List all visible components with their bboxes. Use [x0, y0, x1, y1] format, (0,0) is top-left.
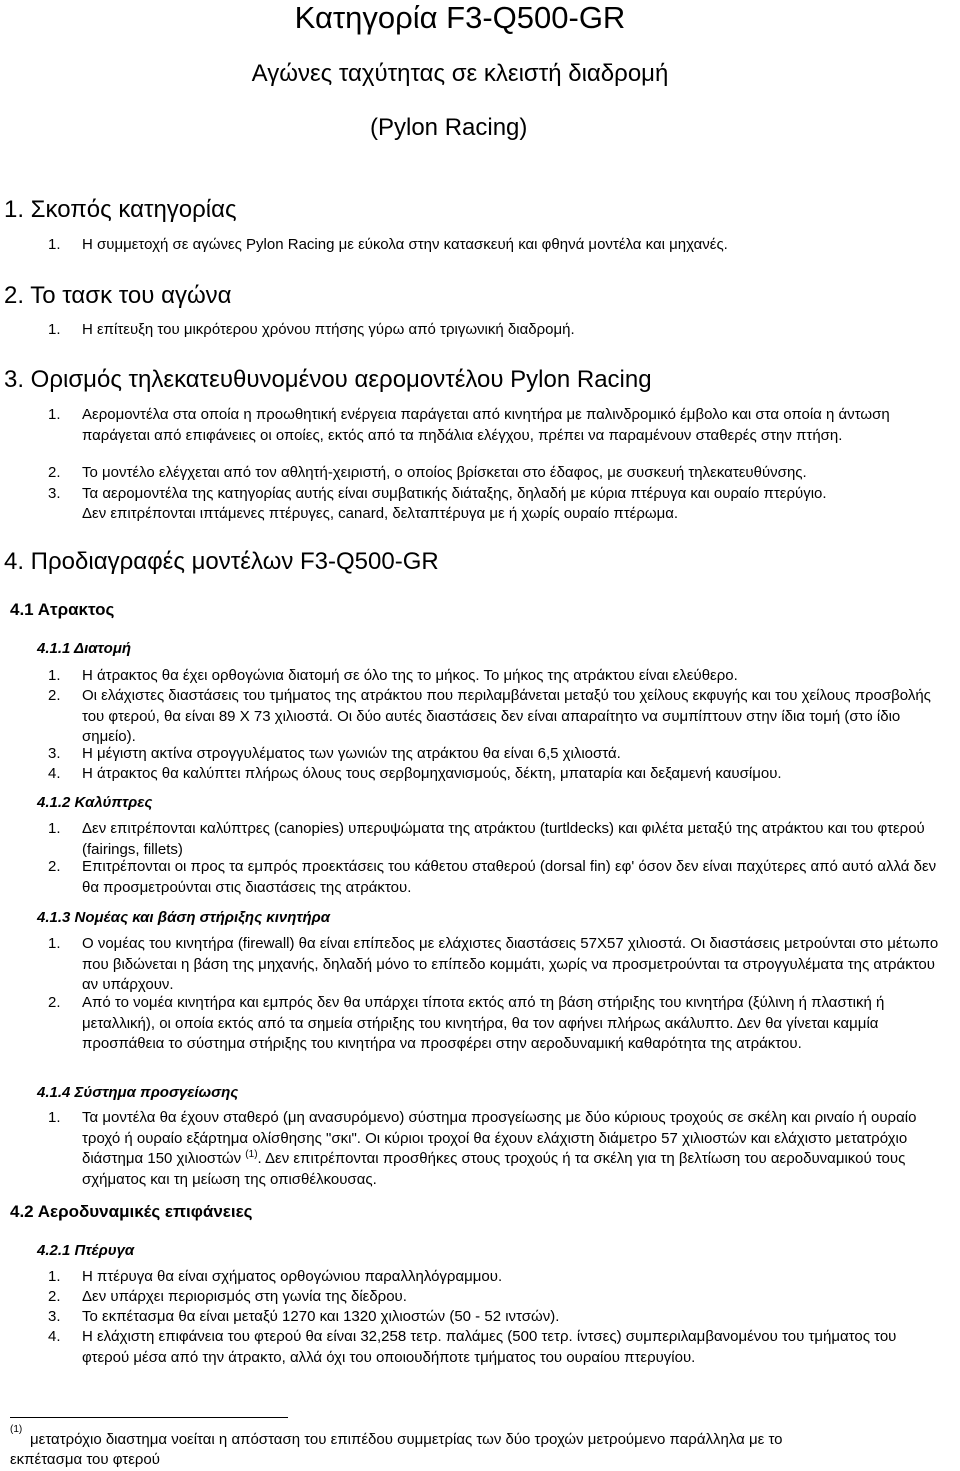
subsection-number: 4.2.1	[37, 1242, 71, 1259]
list-text: Η άτρακτος θα έχει ορθογώνια διατομή σε όλο της το μήκος. Το μήκος της ατράκτου είναι ελεύθερο.	[82, 667, 738, 684]
list-text: Οι ελάχιστες διαστάσεις του τμήματος της ατράκτου που περιλαμβάνεται μεταξύ του χείλους εκφυγής και του χείλους προσβολής του φτερού, θα είναι 89 X 73 χιλιοστά. Οι δύο αυτές διαστάσεις δεν είναι απαραίτητο να συμπίπτουν στην ίδια τομή (στο ίδιο σημείο).	[82, 687, 931, 745]
list-number: 4.	[48, 765, 61, 782]
section-4-1-1-item-4	[48, 764, 940, 785]
list-number: 2.	[48, 994, 61, 1011]
list-text: Δεν επιτρέπονται καλύπτρες (canopies) υπερυψώματα της ατράκτου (turtldecks) και φιλέτα μεταξύ της ατράκτου και του φτερού (fairings, fillets)	[82, 820, 925, 858]
subsection-number: 4.1.4	[37, 1084, 71, 1101]
section-4-1-2-item-2	[48, 857, 940, 898]
section-1-item-1	[48, 235, 940, 256]
page-subtitle-english: (Pylon Racing)	[370, 114, 528, 141]
list-number: 3.	[48, 1308, 61, 1325]
section-4-2-1-heading	[37, 1242, 134, 1260]
list-number: 1.	[48, 1109, 61, 1126]
list-number: 1.	[48, 935, 61, 952]
section-4-2-1-item-2	[48, 1287, 940, 1308]
section-4-1-1-item-3	[48, 744, 940, 765]
section-4-1-1-heading	[37, 640, 131, 658]
list-text: Η μέγιστη ακτίνα στρογγυλέματος των γωνιών της ατράκτου θα είναι 6,5 χιλιοστά.	[82, 745, 621, 762]
list-number: 4.	[48, 1328, 61, 1345]
list-text: Ο νομέας του κινητήρα (firewall) θα είναι επίπεδος με ελάχιστες διαστάσεις 57X57 χιλιοστά. Οι διαστάσεις μετρούνται στο μέτωπο που βιδώνεται η βάση της μηχανής, δηλαδή μόνο το επίπεδο κομμάτι, χωρίς να προσμετρούνται τα στρογγυλέματα της ατράκτου αν υπάρχουν.	[82, 935, 939, 993]
list-text-part-a: Τα μοντέλα θα έχουν σταθερό (μη ανασυρόμενο) σύστημα προσγείωσης με δύο κύριους τροχούς σε σκέλη και ριναίο ή ουραίο τροχό ή ουραίο εξάρτημα ολίσθησης "σκι". Οι κύριοι τροχοί θα έχουν ελάχιστη διάμετρο 57 χιλιοστών και ελάχιστο μετατρόχιο διάστημα 150 χιλιοστών	[82, 1109, 917, 1167]
section-4-2-1-item-3	[48, 1307, 940, 1328]
list-text: Δεν υπάρχει περιορισμός στη γωνία της δίεδρου.	[82, 1288, 407, 1305]
section-4-1-1-item-1	[48, 666, 940, 687]
list-number: 2.	[48, 1288, 61, 1305]
list-number: 1.	[48, 406, 61, 423]
list-number: 1.	[48, 1268, 61, 1285]
list-text	[82, 1108, 940, 1190]
subsection-title: Σύστημα προσγείωσης	[74, 1084, 239, 1101]
section-4-2-1-item-1	[48, 1267, 940, 1288]
list-text-part-b: . Δεν επιτρέπονται προσθήκες στους τροχούς ή τα σκέλη για τη βελτίωση του αεροδυναμικού τους σχήματος και τη μείωση της οπισθέλκουσας.	[82, 1150, 906, 1188]
section-4-heading: 4. Προδιαγραφές μοντέλων F3-Q500-GR	[4, 548, 439, 575]
list-text: Τα αερομοντέλα της κατηγορίας αυτής είναι συμβατικής διάταξης, δηλαδή με κύρια πτέρυγα και ουραίο πτερύγιο.	[82, 485, 827, 502]
footnote-text-line-2: εκπέτασμα του φτερού	[10, 1451, 160, 1468]
list-number: 1.	[48, 820, 61, 837]
section-3-extra-text: Δεν επιτρέπονται ιπτάμενες πτέρυγες, canard, δελταπτέρυγα με ή χωρίς ουραίο πτέρωμα.	[82, 505, 679, 522]
footnote-divider	[10, 1417, 288, 1418]
section-4-1-heading: 4.1 Ατρακτος	[10, 600, 115, 619]
section-4-1-3-item-2	[48, 993, 940, 1055]
section-4-1-4-item-1	[48, 1108, 940, 1190]
list-number: 1.	[48, 236, 61, 253]
section-4-1-4-heading	[37, 1084, 238, 1102]
list-text: Η επίτευξη του μικρότερου χρόνου πτήσης γύρω από τριγωνική διαδρομή.	[82, 321, 575, 338]
list-text: Το εκπέτασμα θα είναι μεταξύ 1270 και 1320 χιλιοστών (50 - 52 ιντσών).	[82, 1308, 560, 1325]
section-4-2-heading: 4.2 Αεροδυναμικές επιφάνειες	[10, 1202, 253, 1221]
section-3-item-1	[48, 405, 940, 446]
footnote-text-line-1: μετατρόχιο διαστημα νοείται η απόσταση του επιπέδου συμμετρίας των δύο τροχών μετρούμενο παράλληλα με το	[30, 1431, 783, 1448]
list-number: 2.	[48, 687, 61, 704]
section-2-heading: 2. Το τασκ του αγώνα	[4, 282, 232, 309]
subsection-number: 4.1.1	[37, 640, 71, 657]
section-3-item-3	[48, 484, 940, 505]
list-text: Αερομοντέλα στα οποία η προωθητική ενέργεια παράγεται από κινητήρα με παλινδρομικό έμβολο και στα οποία η άντωση παράγεται από επιφάνειες οι οποίες, εκτός από τα πηδάλια ελέγχου, πρέπει να παραμένουν σταθερές στην πτήση.	[82, 406, 890, 444]
footnote-reference: (1)	[245, 1149, 258, 1160]
list-text: Από το νομέα κινητήρα και εμπρός δεν θα υπάρχει τίποτα εκτός από τη βάση στήριξης του κινητήρα (ξύλινη ή πλαστική ή μεταλλική), οι οποία εκτός από τα σημεία στήριξης του κινητήρα, θα τον αφήνει πλήρως ακάλυπτο. Δεν θα γίνεται καμμία προσπάθεια το σύστημα στήριξης του κινητήρα να προσφέρει στην αεροδυναμική καθαρότητα της ατράκτου.	[82, 994, 885, 1052]
list-number: 1.	[48, 667, 61, 684]
subsection-number: 4.1.3	[37, 909, 71, 926]
list-text: Η άτρακτος θα καλύπτει πλήρως όλους τους σερβομηχανισμούς, δέκτη, μπαταρία και δεξαμενή καυσίμου.	[82, 765, 782, 782]
section-2-item-1	[48, 320, 940, 341]
list-text: Το μοντέλο ελέγχεται από τον αθλητή-χειριστή, ο οποίος βρίσκεται στο έδαφος, με συσκευή τηλεκατευθύνσης.	[82, 464, 807, 481]
subsection-title: Διατομή	[74, 640, 132, 657]
list-text: Η ελάχιστη επιφάνεια του φτερού θα είναι 32,258 τετρ. παλάμες (500 τετρ. ίντσες) συμπεριλαμβανομένου του τμήματος του φτερού μέσα από την άτρακτο, αλλά όχι του οποιουδήποτε τμήματος του ουραίου πτερυγίου.	[82, 1328, 897, 1366]
section-4-1-1-item-2	[48, 686, 940, 748]
section-1-heading: 1. Σκοπός κατηγορίας	[4, 196, 237, 223]
page-title: Κατηγορία F3-Q500-GR	[294, 0, 626, 35]
list-number: 2.	[48, 858, 61, 875]
page-subtitle: Αγώνες ταχύτητας σε κλειστή διαδρομή	[251, 60, 669, 87]
list-text: Η συμμετοχή σε αγώνες Pylon Racing με εύκολα στην κατασκευή και φθηνά μοντέλα και μηχανές.	[82, 236, 728, 253]
subsection-number: 4.1.2	[37, 794, 71, 811]
subsection-title: Καλύπτρες	[74, 794, 153, 811]
list-number: 3.	[48, 485, 61, 502]
section-3-heading: 3. Ορισμός τηλεκατευθυνομένου αερομοντέλου Pylon Racing	[4, 366, 652, 393]
section-4-2-1-item-4	[48, 1327, 940, 1368]
section-4-1-2-heading	[37, 794, 152, 812]
list-text: Η πτέρυγα θα είναι σχήματος ορθογώνιου παραλληλόγραμμου.	[82, 1268, 503, 1285]
subsection-title: Πτέρυγα	[74, 1242, 135, 1259]
section-4-1-3-heading	[37, 909, 330, 927]
section-3-item-2	[48, 463, 940, 484]
list-number: 3.	[48, 745, 61, 762]
footnote-mark: (1)	[10, 1424, 23, 1435]
section-4-1-2-item-1	[48, 819, 940, 860]
list-text: Επιτρέπονται οι προς τα εμπρός προεκτάσεις του κάθετου σταθερού (dorsal fin) εφ' όσον δεν είναι παχύτερες από αυτό αλλά δεν θα προσμετρούνται στις διαστάσεις της ατράκτου.	[82, 858, 937, 896]
list-number: 1.	[48, 321, 61, 338]
list-number: 2.	[48, 464, 61, 481]
subsection-title: Νομέας και βάση στήριξης κινητήρα	[74, 909, 331, 926]
section-4-1-3-item-1	[48, 934, 940, 996]
